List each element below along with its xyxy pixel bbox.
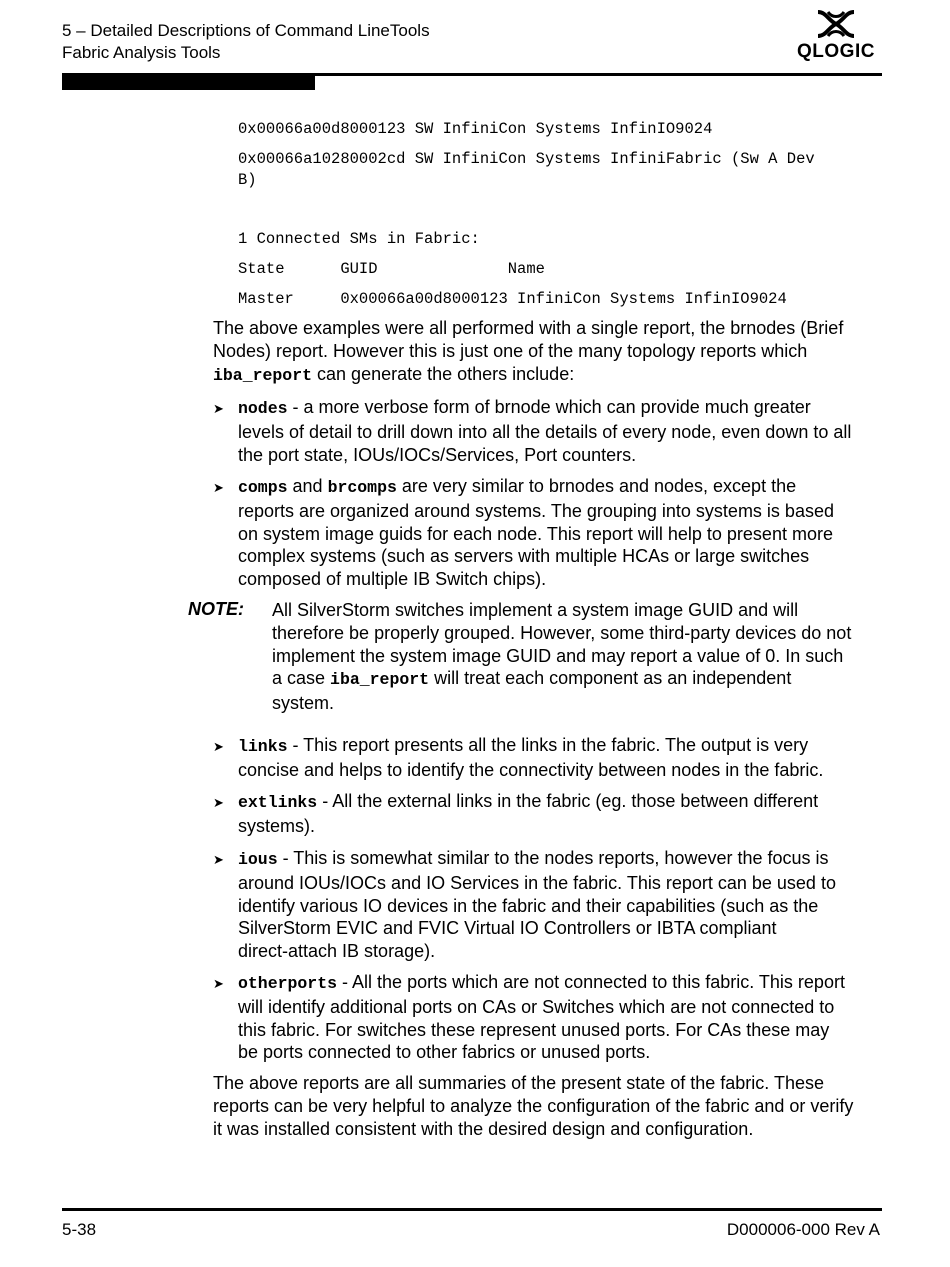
list-item-nodes xyxy=(238,396,851,466)
text-span: - All the external links in the fabric (eg. those between different xyxy=(317,791,819,811)
code-line: B) xyxy=(238,171,257,189)
inline-code: nodes xyxy=(238,399,288,418)
text-line xyxy=(272,667,851,692)
text-line xyxy=(238,475,834,500)
text-line: system. xyxy=(272,693,335,714)
text-line: will identify additional ports on CAs or Switches which are not connected to xyxy=(238,996,835,1017)
bullet-icon: ➤ xyxy=(213,739,224,754)
section-title: Fabric Analysis Tools xyxy=(62,43,221,62)
text-span: - This is somewhat similar to the nodes reports, however the focus is xyxy=(277,848,829,868)
text-line xyxy=(238,847,836,872)
logo-text: QLOGIC xyxy=(797,41,875,62)
page-number: 5-38 xyxy=(62,1220,97,1239)
code-line: 1 Connected SMs in Fabric: xyxy=(238,230,480,248)
note-body xyxy=(272,599,851,715)
text-line: therefore be properly grouped. However, some third-party devices do not xyxy=(272,622,852,643)
text-line: The above examples were all performed with a single report, the brnodes (Brief xyxy=(213,318,844,338)
paragraph-intro xyxy=(213,317,843,387)
note-label: NOTE: xyxy=(188,599,244,619)
list-item-extlinks xyxy=(238,790,818,838)
text-line: SilverStorm EVIC and FVIC Virtual IO Controllers or IBTA compliant xyxy=(238,918,777,939)
text-line: on system image guids for each node. This report will help to present more xyxy=(238,523,833,544)
text-line xyxy=(238,734,823,759)
inline-code: iba_report xyxy=(213,365,313,385)
footer-rule xyxy=(62,1208,882,1211)
text-span: can generate the others include: xyxy=(312,363,575,384)
inline-code: brcomps xyxy=(327,478,397,497)
text-span: are very similar to brnodes and nodes, except the xyxy=(396,476,797,496)
inline-code: extlinks xyxy=(238,793,318,812)
text-line: around IOUs/IOCs and IO Services in the fabric. This report can be used to xyxy=(238,872,836,893)
text-line: All SilverStorm switches implement a system image GUID and will xyxy=(272,600,799,620)
text-line: The above reports are all summaries of the present state of the fabric. These xyxy=(213,1073,824,1093)
inline-code: ious xyxy=(238,850,278,869)
text-line xyxy=(213,363,843,388)
bullet-icon: ➤ xyxy=(213,976,224,991)
list-item-ious xyxy=(238,847,836,963)
list-item-links xyxy=(238,734,823,782)
text-line: complex systems (such as servers with multiple HCAs or large switches xyxy=(238,546,810,567)
code-table-row: Master 0x00066a00d8000123 InfiniCon Systems InfinIO9024 xyxy=(238,290,787,308)
document-id: D000006-000 Rev A xyxy=(726,1220,880,1239)
list-item-otherports xyxy=(238,971,845,1064)
bullet-icon: ➤ xyxy=(213,401,224,416)
text-line: identify various IO devices in the fabric and their capabilities (such as the xyxy=(238,895,819,916)
bullet-icon: ➤ xyxy=(213,795,224,810)
text-line: this fabric. For switches these represent unused ports. For CAs these may xyxy=(238,1019,830,1040)
text-span: will treat each component as an independent xyxy=(429,668,792,689)
code-line: 0x00066a00d8000123 SW InfiniCon Systems InfinIO9024 xyxy=(238,120,713,138)
text-span: - All the ports which are not connected to this fabric. This report xyxy=(337,972,845,992)
text-span: and xyxy=(287,476,328,496)
text-line xyxy=(238,971,845,996)
text-line xyxy=(238,790,818,815)
text-line: composed of multiple IB Switch chips). xyxy=(238,569,547,590)
inline-code: iba_report xyxy=(330,670,430,690)
header-bar xyxy=(62,76,315,90)
inline-code: links xyxy=(238,737,288,756)
text-line: Nodes) report. However this is just one of the many topology reports which xyxy=(213,340,808,361)
text-line: concise and helps to identify the connectivity between nodes in the fabric. xyxy=(238,759,824,780)
text-line: systems). xyxy=(238,815,316,836)
text-line: reports are organized around systems. The grouping into systems is based xyxy=(238,500,834,521)
text-line: reports can be very helpful to analyze the configuration of the fabric and or verify xyxy=(213,1095,854,1116)
code-table-header: State GUID Name xyxy=(238,260,545,278)
text-span: - a more verbose form of brnode which can provide much greater xyxy=(287,397,811,417)
list-item-comps xyxy=(238,475,834,591)
text-line xyxy=(238,396,851,421)
chapter-title: 5 – Detailed Descriptions of Command LineTools xyxy=(62,21,430,40)
text-span: a case xyxy=(272,668,331,689)
paragraph-summary xyxy=(213,1072,853,1140)
bullet-icon: ➤ xyxy=(213,480,224,495)
text-span: - This report presents all the links in the fabric. The output is very xyxy=(287,735,809,755)
code-line: 0x00066a10280002cd SW InfiniCon Systems InfiniFabric (Sw A Dev xyxy=(238,150,815,168)
text-line: implement the system image GUID and may report a value of 0. In such xyxy=(272,645,844,666)
text-line: levels of detail to drill down into all the details of every node, even down to all xyxy=(238,421,852,442)
bullet-icon: ➤ xyxy=(213,852,224,867)
text-line: be ports connected to other fabrics or unused ports. xyxy=(238,1042,651,1063)
text-line: the port state, IOUs/IOCs/Services, Port counters. xyxy=(238,444,637,465)
inline-code: comps xyxy=(238,478,288,497)
running-header xyxy=(62,20,430,64)
inline-code: otherports xyxy=(238,974,338,993)
qlogic-mark-icon xyxy=(814,10,858,38)
text-line: it was installed consistent with the desired design and configuration. xyxy=(213,1118,754,1139)
text-line: direct-attach IB storage). xyxy=(238,941,436,962)
qlogic-logo xyxy=(790,10,882,66)
